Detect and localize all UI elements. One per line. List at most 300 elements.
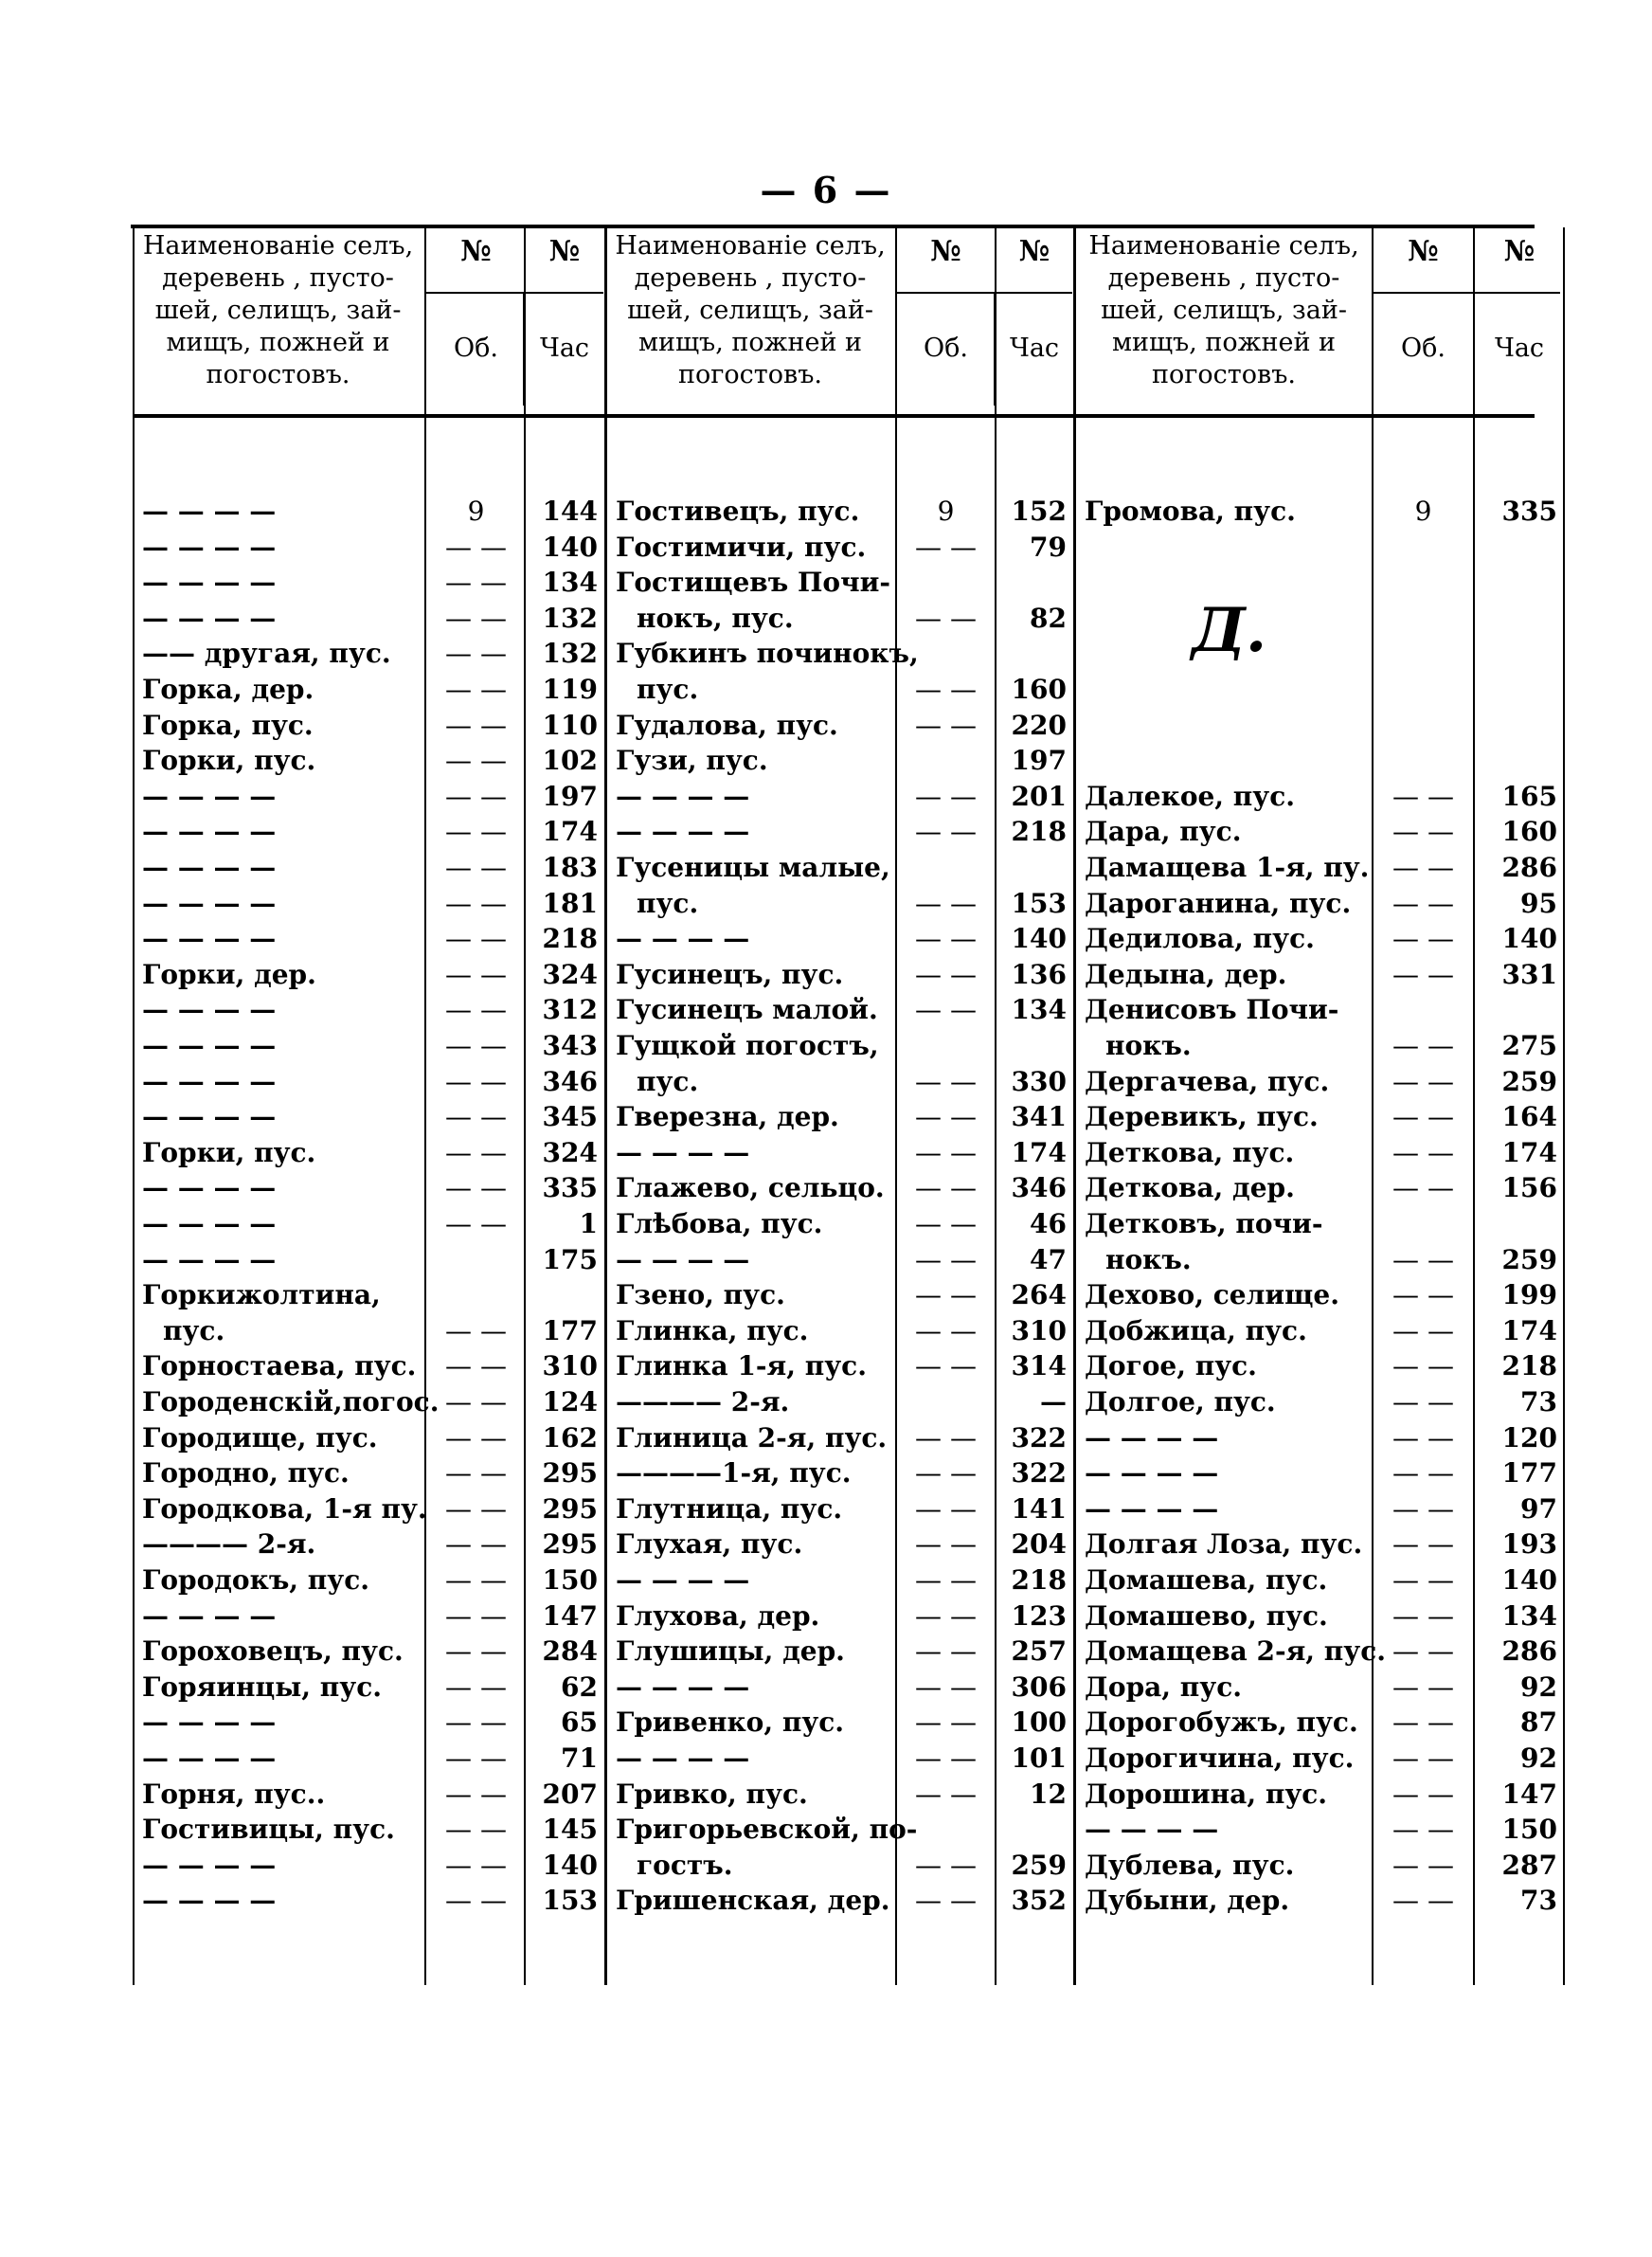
entry-chas-number: 47 bbox=[1030, 1243, 1067, 1275]
entry-chas-number: 259 bbox=[1011, 1849, 1067, 1881]
entry-chas-number: 150 bbox=[1501, 1814, 1557, 1846]
entry-chas-number: 177 bbox=[1501, 1457, 1557, 1490]
entry-ob-number: — — bbox=[445, 1528, 507, 1561]
entry-name: ———— 2-я. bbox=[616, 1386, 790, 1417]
entry-ob-number: — — bbox=[1392, 1778, 1454, 1810]
table-row bbox=[0, 531, 1652, 565]
entry-name: Гузи, пус. bbox=[616, 745, 768, 777]
section-letter: Д. bbox=[1192, 595, 1267, 666]
entry-ob-number: — — bbox=[445, 1492, 507, 1525]
entry-ob-number: — — bbox=[915, 994, 977, 1026]
entry-chas-number: 62 bbox=[561, 1670, 598, 1703]
entry-chas-number: 150 bbox=[542, 1564, 598, 1596]
entry-ob-number: — — bbox=[1392, 923, 1454, 955]
page-number: — 6 — bbox=[760, 169, 892, 211]
entry-ob-number: — — bbox=[1392, 1564, 1454, 1596]
table-row bbox=[0, 1778, 1652, 1812]
table-row bbox=[0, 1385, 1652, 1419]
entry-ob-number: — — bbox=[1392, 1314, 1454, 1346]
entry-name: нокъ, пус. bbox=[637, 602, 794, 634]
entry-name: Дубыни, дер. bbox=[1085, 1885, 1290, 1917]
entry-chas-number: 73 bbox=[1520, 1885, 1557, 1917]
entry-chas-number: 132 bbox=[542, 638, 598, 670]
entry-name: Долгое, пус. bbox=[1085, 1386, 1276, 1417]
entry-chas-number: 92 bbox=[1520, 1742, 1557, 1774]
header-name-line: деревень , пусто- bbox=[634, 263, 867, 293]
entry-name: Денисовъ Почи- bbox=[1085, 994, 1339, 1026]
entry-chas-number: 346 bbox=[1011, 1172, 1067, 1204]
entry-ob-number: — — bbox=[1392, 1030, 1454, 1061]
entry-chas-number: 174 bbox=[1501, 1314, 1557, 1346]
entry-ob-number: — — bbox=[445, 1065, 507, 1097]
header-no-chas: № bbox=[1503, 235, 1535, 268]
entry-ob-number: — — bbox=[445, 1778, 507, 1810]
entry-chas-number: 352 bbox=[1011, 1885, 1067, 1917]
entry-chas-number: 324 bbox=[542, 958, 598, 990]
entry-chas-number: 264 bbox=[1011, 1279, 1067, 1311]
header-no-ob: № bbox=[460, 235, 492, 268]
entry-ob-number: 9 bbox=[1414, 496, 1432, 527]
entry-chas-number: — bbox=[1040, 1386, 1067, 1417]
entry-ob-number: — — bbox=[915, 1778, 977, 1810]
entry-name: — — — — bbox=[1085, 1457, 1219, 1490]
entry-ob-number: — — bbox=[915, 1421, 977, 1454]
table-row bbox=[0, 1349, 1652, 1383]
table-row bbox=[0, 495, 1652, 529]
entry-chas-number: 218 bbox=[1011, 1564, 1067, 1596]
entry-name: — — — — bbox=[616, 923, 750, 955]
entry-ob-number: — — bbox=[915, 1065, 977, 1097]
entry-ob-number: — — bbox=[1392, 958, 1454, 990]
entry-name: Горка, дер. bbox=[142, 674, 314, 705]
entry-ob-number: — — bbox=[445, 1635, 507, 1668]
entry-chas-number: 160 bbox=[1501, 816, 1557, 848]
header-name-line: погостовъ. bbox=[678, 360, 822, 389]
entry-name: — — — — bbox=[616, 1742, 750, 1774]
entry-name: Дароганина, пус. bbox=[1085, 887, 1352, 919]
table-row bbox=[0, 637, 1652, 671]
entry-chas-number: 1 bbox=[579, 1208, 598, 1239]
entry-chas-number: 174 bbox=[1501, 1136, 1557, 1168]
table-row bbox=[0, 815, 1652, 849]
entry-chas-number: 335 bbox=[1501, 496, 1557, 527]
entry-chas-number: 134 bbox=[542, 567, 598, 599]
table-row bbox=[0, 1813, 1652, 1847]
table-row bbox=[0, 1634, 1652, 1669]
entry-ob-number: — — bbox=[915, 1885, 977, 1917]
table-row bbox=[0, 1207, 1652, 1241]
entry-name: Глѣбова, пус. bbox=[616, 1208, 823, 1239]
entry-ob-number: — — bbox=[915, 1849, 977, 1881]
entry-chas-number: 140 bbox=[542, 531, 598, 563]
entry-name: ————1-я, пус. bbox=[616, 1457, 852, 1490]
entry-ob-number: — — bbox=[445, 1314, 507, 1346]
entry-ob-number: — — bbox=[1392, 1885, 1454, 1917]
entry-chas-number: 295 bbox=[542, 1528, 598, 1561]
entry-chas-number: 201 bbox=[1011, 780, 1067, 812]
entry-ob-number: — — bbox=[445, 745, 507, 777]
entry-chas-number: 12 bbox=[1030, 1778, 1067, 1810]
entry-name: Глутница, пус. bbox=[616, 1492, 843, 1525]
entry-chas-number: 110 bbox=[542, 709, 598, 741]
entry-ob-number: — — bbox=[445, 1421, 507, 1454]
entry-ob-number: — — bbox=[445, 1172, 507, 1204]
entry-chas-number: 177 bbox=[542, 1314, 598, 1346]
entry-name: Горка, пус. bbox=[142, 709, 314, 741]
entry-chas-number: 314 bbox=[1011, 1350, 1067, 1382]
entry-name: Гусинецъ малой. bbox=[616, 994, 878, 1026]
entry-name: Глушицы, дер. bbox=[616, 1635, 845, 1668]
entry-name: Гришенская, дер. bbox=[616, 1885, 890, 1917]
entry-ob-number: — — bbox=[1392, 1350, 1454, 1382]
entry-chas-number: 140 bbox=[1501, 923, 1557, 955]
entry-ob-number: — — bbox=[445, 816, 507, 848]
entry-name: ———— 2-я. bbox=[142, 1528, 316, 1561]
entry-chas-number: 286 bbox=[1501, 852, 1557, 883]
table-row bbox=[0, 1100, 1652, 1134]
entry-name: — — — — bbox=[142, 496, 277, 527]
entry-name: Гостимичи, пус. bbox=[616, 531, 867, 563]
entry-chas-number: 87 bbox=[1520, 1706, 1557, 1739]
entry-name: Дублева, пус. bbox=[1085, 1849, 1295, 1881]
entry-name: Гостивецъ, пус. bbox=[616, 496, 860, 527]
entry-ob-number: — — bbox=[1392, 1635, 1454, 1668]
entry-ob-number: 9 bbox=[937, 496, 955, 527]
entry-name: гостъ. bbox=[637, 1849, 733, 1881]
table-row bbox=[0, 922, 1652, 956]
header-name-line: погостовъ. bbox=[206, 360, 350, 389]
entry-name: — — — — bbox=[616, 780, 750, 812]
entry-name: Дедына, дер. bbox=[1085, 958, 1287, 990]
entry-chas-number: 100 bbox=[1011, 1706, 1067, 1739]
entry-chas-number: 193 bbox=[1501, 1528, 1557, 1561]
table-row bbox=[0, 1421, 1652, 1455]
entry-chas-number: 144 bbox=[542, 496, 598, 527]
entry-name: — — — — bbox=[142, 567, 277, 599]
entry-chas-number: 345 bbox=[542, 1101, 598, 1133]
header-chas-label: Час bbox=[1009, 334, 1060, 363]
header-name-line: шей, селищъ, зай- bbox=[1101, 296, 1347, 325]
entry-name: Горяинцы, пус. bbox=[142, 1670, 382, 1703]
entry-chas-number: 134 bbox=[1011, 994, 1067, 1026]
entry-chas-number: 119 bbox=[542, 674, 598, 705]
entry-name: — — — — bbox=[1085, 1814, 1219, 1846]
header-name-line: мищъ, пожней и bbox=[1111, 328, 1337, 357]
entry-chas-number: 140 bbox=[1501, 1564, 1557, 1596]
entry-ob-number: — — bbox=[1392, 887, 1454, 919]
entry-chas-number: 335 bbox=[542, 1172, 598, 1204]
entry-ob-number: — — bbox=[445, 1849, 507, 1881]
entry-chas-number: 275 bbox=[1501, 1030, 1557, 1061]
entry-name: Догое, пус. bbox=[1085, 1350, 1257, 1382]
entry-chas-number: 331 bbox=[1501, 958, 1557, 990]
entry-name: Глиница 2-я, пус. bbox=[616, 1421, 888, 1454]
entry-name: Дора, пус. bbox=[1085, 1670, 1243, 1703]
entry-chas-number: 257 bbox=[1011, 1635, 1067, 1668]
entry-chas-number: 92 bbox=[1520, 1670, 1557, 1703]
entry-ob-number: — — bbox=[915, 1528, 977, 1561]
entry-ob-number: — — bbox=[445, 1386, 507, 1417]
entry-ob-number: — — bbox=[915, 1742, 977, 1774]
entry-ob-number: — — bbox=[445, 1030, 507, 1061]
entry-ob-number: — — bbox=[1392, 1136, 1454, 1168]
entry-ob-number: — — bbox=[1392, 1421, 1454, 1454]
entry-ob-number: — — bbox=[915, 709, 977, 741]
entry-name: Дорогичина, пус. bbox=[1085, 1742, 1355, 1774]
entry-ob-number: — — bbox=[1392, 1742, 1454, 1774]
entry-name: — — — — bbox=[1085, 1492, 1219, 1525]
entry-ob-number: — — bbox=[915, 1279, 977, 1311]
entry-name: Горки, пус. bbox=[142, 745, 316, 777]
entry-chas-number: 160 bbox=[1011, 674, 1067, 705]
entry-name: Громова, пус. bbox=[1085, 496, 1296, 527]
entry-name: — — — — bbox=[142, 1849, 277, 1881]
entry-ob-number: — — bbox=[915, 674, 977, 705]
header-chas-label: Час bbox=[1494, 334, 1545, 363]
entry-name: Гусинецъ, пус. bbox=[616, 958, 844, 990]
header-name-line: Наименованіе селъ, bbox=[1088, 231, 1359, 261]
entry-ob-number: — — bbox=[1392, 1172, 1454, 1204]
entry-ob-number: — — bbox=[445, 1706, 507, 1739]
header-name-cell bbox=[606, 230, 894, 391]
entry-ob-number: — — bbox=[1392, 816, 1454, 848]
entry-chas-number: 287 bbox=[1501, 1849, 1557, 1881]
header-name-line: шей, селищъ, зай- bbox=[627, 296, 873, 325]
entry-name: Гверезна, дер. bbox=[616, 1101, 839, 1133]
entry-chas-number: 207 bbox=[542, 1778, 598, 1810]
entry-name: — — — — bbox=[616, 1136, 750, 1168]
entry-ob-number: — — bbox=[915, 531, 977, 563]
entry-name: — — — — bbox=[142, 887, 277, 919]
entry-name: Гущкой погостъ, bbox=[616, 1030, 879, 1061]
entry-ob-number: — — bbox=[445, 709, 507, 741]
entry-name: Горкижолтина, bbox=[142, 1279, 381, 1311]
entry-ob-number: — — bbox=[1392, 1279, 1454, 1311]
entry-ob-number: — — bbox=[915, 816, 977, 848]
header-no-underline bbox=[1374, 292, 1560, 294]
table-row bbox=[0, 602, 1652, 636]
entry-name: — — — — bbox=[142, 816, 277, 848]
header-no-ob: № bbox=[930, 235, 961, 268]
entry-name: Гривенко, пус. bbox=[616, 1706, 845, 1739]
header-sub-rule bbox=[994, 294, 996, 406]
entry-name: Гривко, пус. bbox=[616, 1778, 808, 1810]
entry-chas-number: 162 bbox=[542, 1421, 598, 1454]
entry-chas-number: 140 bbox=[1011, 923, 1067, 955]
entry-chas-number: 197 bbox=[542, 780, 598, 812]
entry-ob-number: — — bbox=[915, 1350, 977, 1382]
entry-name: Гостищевъ Почи- bbox=[616, 567, 890, 599]
top-rule bbox=[131, 225, 1535, 228]
entry-chas-number: 123 bbox=[1011, 1599, 1067, 1632]
entry-chas-number: 330 bbox=[1011, 1065, 1067, 1097]
header-name-line: деревень , пусто- bbox=[1107, 263, 1340, 293]
table-row bbox=[0, 1706, 1652, 1740]
table-row bbox=[0, 887, 1652, 921]
table-row bbox=[0, 1527, 1652, 1562]
entry-chas-number: 134 bbox=[1501, 1599, 1557, 1632]
entry-ob-number: — — bbox=[1392, 1670, 1454, 1703]
table-row bbox=[0, 1884, 1652, 1918]
entry-name: — — — — bbox=[142, 1885, 277, 1917]
entry-name: нокъ. bbox=[1105, 1243, 1192, 1275]
entry-chas-number: 286 bbox=[1501, 1635, 1557, 1668]
entry-name: — — — — bbox=[142, 780, 277, 812]
table-row bbox=[0, 1278, 1652, 1312]
entry-name: Гудалова, пус. bbox=[616, 709, 838, 741]
entry-ob-number: — — bbox=[1392, 1492, 1454, 1525]
entry-chas-number: 310 bbox=[1011, 1314, 1067, 1346]
entry-ob-number: — — bbox=[915, 1635, 977, 1668]
entry-name: — — — — bbox=[142, 1065, 277, 1097]
entry-chas-number: 97 bbox=[1520, 1492, 1557, 1525]
entry-name: Гороховецъ, пус. bbox=[142, 1635, 404, 1668]
header-name-line: мищъ, пожней и bbox=[637, 328, 863, 357]
entry-name: — — — — bbox=[142, 923, 277, 955]
table-row bbox=[0, 1563, 1652, 1598]
entry-chas-number: 310 bbox=[542, 1350, 598, 1382]
table-row bbox=[0, 1599, 1652, 1634]
entry-ob-number: — — bbox=[1392, 1101, 1454, 1133]
header-sub-rule bbox=[523, 294, 525, 406]
entry-ob-number: — — bbox=[915, 1599, 977, 1632]
entry-name: Гусеницы малые, bbox=[616, 852, 890, 883]
entry-ob-number: — — bbox=[445, 1742, 507, 1774]
entry-chas-number: 79 bbox=[1030, 531, 1067, 563]
entry-chas-number: 152 bbox=[1011, 496, 1067, 527]
entry-chas-number: 65 bbox=[561, 1706, 598, 1739]
entry-ob-number: — — bbox=[445, 1885, 507, 1917]
header-name-line: Наименованіе селъ, bbox=[615, 231, 886, 261]
entry-name: Городно, пус. bbox=[142, 1457, 350, 1490]
entry-chas-number: 218 bbox=[542, 923, 598, 955]
entry-name: Долгая Лоза, пус. bbox=[1085, 1528, 1363, 1561]
entry-name: Дорошина, пус. bbox=[1085, 1778, 1328, 1810]
header-name-cell bbox=[1075, 230, 1373, 391]
header-name-line: мищъ, пожней и bbox=[166, 328, 390, 357]
entry-ob-number: — — bbox=[915, 602, 977, 634]
entry-name: Домашева, пус. bbox=[1085, 1564, 1328, 1596]
entry-name: Горностаева, пус. bbox=[142, 1350, 417, 1382]
entry-name: Глинка 1-я, пус. bbox=[616, 1350, 867, 1382]
entry-chas-number: 346 bbox=[542, 1065, 598, 1097]
entry-ob-number: — — bbox=[1392, 1706, 1454, 1739]
entry-ob-number: — — bbox=[915, 1457, 977, 1490]
entry-ob-number: — — bbox=[1392, 1457, 1454, 1490]
table-row bbox=[0, 1849, 1652, 1883]
table-row bbox=[0, 958, 1652, 992]
entry-chas-number: 156 bbox=[1501, 1172, 1557, 1204]
entry-chas-number: 197 bbox=[1011, 745, 1067, 777]
entry-chas-number: 199 bbox=[1501, 1279, 1557, 1311]
entry-ob-number: — — bbox=[915, 1101, 977, 1133]
table-row bbox=[0, 1742, 1652, 1776]
entry-ob-number: — — bbox=[445, 780, 507, 812]
entry-chas-number: 174 bbox=[1011, 1136, 1067, 1168]
entry-name: Дедилова, пус. bbox=[1085, 923, 1315, 955]
entry-name: —— другая, пус. bbox=[142, 638, 391, 670]
entry-chas-number: 322 bbox=[1011, 1457, 1067, 1490]
entry-chas-number: 141 bbox=[1011, 1492, 1067, 1525]
entry-ob-number: 9 bbox=[467, 496, 485, 527]
entry-ob-number: — — bbox=[915, 1208, 977, 1239]
header-ob-label: Об. bbox=[454, 334, 498, 363]
entry-chas-number: 295 bbox=[542, 1492, 598, 1525]
entry-ob-number: — — bbox=[445, 638, 507, 670]
entry-ob-number: — — bbox=[445, 567, 507, 599]
entry-chas-number: 174 bbox=[542, 816, 598, 848]
entry-name: Дамащева 1-я, пу. bbox=[1085, 852, 1370, 883]
entry-name: — — — — bbox=[616, 1670, 750, 1703]
entry-ob-number: — — bbox=[1392, 1065, 1454, 1097]
entry-ob-number: — — bbox=[445, 1136, 507, 1168]
entry-ob-number: — — bbox=[445, 1350, 507, 1382]
entry-name: — — — — bbox=[616, 1243, 750, 1275]
entry-ob-number: — — bbox=[915, 1492, 977, 1525]
header-chas-label: Час bbox=[539, 334, 590, 363]
entry-name: — — — — bbox=[142, 1706, 277, 1739]
entry-name: — — — — bbox=[142, 1030, 277, 1061]
entry-chas-number: 102 bbox=[542, 745, 598, 777]
entry-ob-number: — — bbox=[915, 1172, 977, 1204]
entry-name: Детковъ, почи- bbox=[1085, 1208, 1323, 1239]
table-row bbox=[0, 566, 1652, 600]
entry-name: — — — — bbox=[142, 1208, 277, 1239]
entry-name: — — — — bbox=[1085, 1421, 1219, 1454]
entry-ob-number: — — bbox=[1392, 780, 1454, 812]
entry-ob-number: — — bbox=[1392, 1599, 1454, 1632]
entry-ob-number: — — bbox=[1392, 852, 1454, 883]
table-row bbox=[0, 1136, 1652, 1170]
entry-ob-number: — — bbox=[1392, 1243, 1454, 1275]
entry-chas-number: 218 bbox=[1501, 1350, 1557, 1382]
entry-name: — — — — bbox=[142, 1101, 277, 1133]
entry-name: Дергачева, пус. bbox=[1085, 1065, 1330, 1097]
entry-name: Горки, пус. bbox=[142, 1136, 316, 1168]
entry-chas-number: 312 bbox=[542, 994, 598, 1026]
entry-chas-number: 147 bbox=[542, 1599, 598, 1632]
entry-chas-number: 324 bbox=[542, 1136, 598, 1168]
entry-name: Добжица, пус. bbox=[1085, 1314, 1307, 1346]
entry-name: пус. bbox=[163, 1314, 225, 1346]
entry-name: Городокъ, пус. bbox=[142, 1564, 370, 1596]
entry-name: Деревикъ, пус. bbox=[1085, 1101, 1319, 1133]
entry-ob-number: — — bbox=[915, 958, 977, 990]
entry-ob-number: — — bbox=[445, 923, 507, 955]
entry-ob-number: — — bbox=[915, 1564, 977, 1596]
entry-name: Гостивицы, пус. bbox=[142, 1814, 395, 1846]
entry-ob-number: — — bbox=[445, 852, 507, 883]
entry-chas-number: 165 bbox=[1501, 780, 1557, 812]
entry-name: Дехово, селище. bbox=[1085, 1279, 1339, 1311]
entry-name: — — — — bbox=[142, 1243, 277, 1275]
header-ob-label: Об. bbox=[1401, 334, 1446, 363]
header-no-chas: № bbox=[1018, 235, 1050, 268]
entry-chas-number: 136 bbox=[1011, 958, 1067, 990]
header-ob-label: Об. bbox=[924, 334, 968, 363]
entry-ob-number: — — bbox=[445, 1599, 507, 1632]
entry-name: Городище, пус. bbox=[142, 1421, 378, 1454]
entry-ob-number: — — bbox=[915, 1314, 977, 1346]
entry-name: — — — — bbox=[142, 531, 277, 563]
table-row bbox=[0, 709, 1652, 743]
entry-name: пус. bbox=[637, 674, 699, 705]
entry-chas-number: 46 bbox=[1030, 1208, 1067, 1239]
entry-ob-number: — — bbox=[1392, 1814, 1454, 1846]
entry-name: Городенскій,погос. bbox=[142, 1386, 440, 1417]
entry-name: — — — — bbox=[142, 1172, 277, 1204]
header-no-ob: № bbox=[1408, 235, 1439, 268]
